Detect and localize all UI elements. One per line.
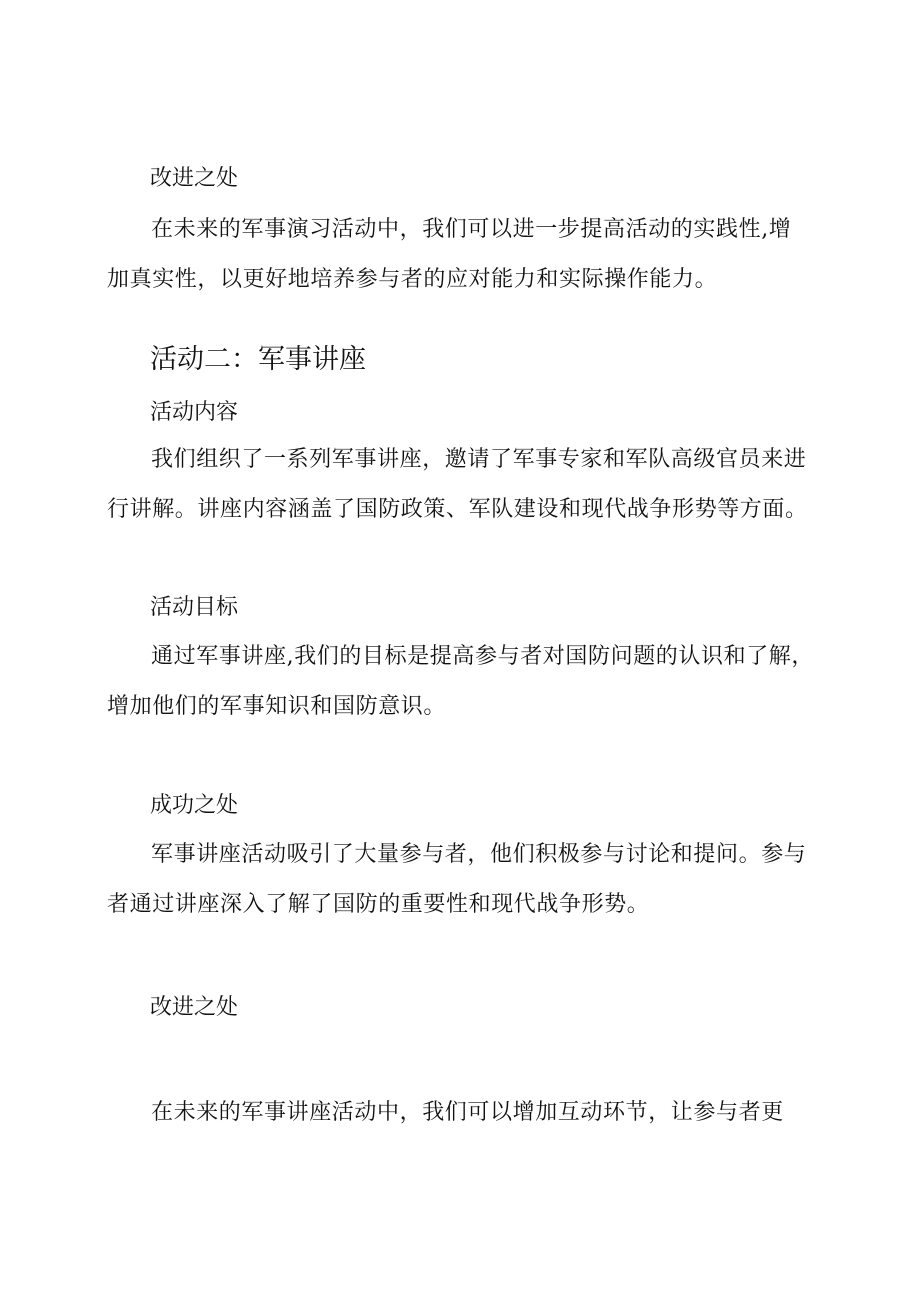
section-heading-goal: 活动目标	[150, 595, 239, 620]
section-heading-success: 成功之处	[150, 793, 239, 818]
paragraph-improvements-2	[107, 1088, 827, 1138]
paragraph-line: 在未来的军事演习活动中，我们可以进一步提高活动的实践性,增	[151, 217, 792, 242]
paragraph-goal	[107, 632, 827, 732]
activity-two-title: 活动二：军事讲座	[150, 344, 366, 375]
section-heading-improvements: 改进之处	[150, 166, 239, 191]
paragraph-improvements	[107, 205, 827, 305]
paragraph-line: 我们组织了一系列军事讲座，邀请了军事专家和军队高级官员来进	[151, 447, 807, 472]
paragraph-content	[107, 435, 827, 535]
paragraph-line: 行讲解。讲座内容涵盖了国防政策、军队建设和现代战争形势等方面。	[107, 497, 808, 522]
paragraph-line: 加真实性，以更好地培养参与者的应对能力和实际操作能力。	[107, 267, 718, 292]
section-heading-content: 活动内容	[150, 400, 239, 425]
paragraph-line: 军事讲座活动吸引了大量参与者，他们积极参与讨论和提问。参与	[151, 842, 807, 867]
paragraph-line: 在未来的军事讲座活动中，我们可以增加互动环节，让参与者更	[151, 1100, 784, 1125]
paragraph-line: 通过军事讲座,我们的目标是提高参与者对国防问题的认识和了解，	[151, 644, 814, 669]
section-heading-improvements-2: 改进之处	[150, 995, 239, 1020]
paragraph-success	[107, 830, 827, 930]
paragraph-line: 者通过讲座深入了解了国防的重要性和现代战争形势。	[107, 892, 650, 917]
paragraph-line: 增加他们的军事知识和国防意识。	[107, 694, 447, 719]
